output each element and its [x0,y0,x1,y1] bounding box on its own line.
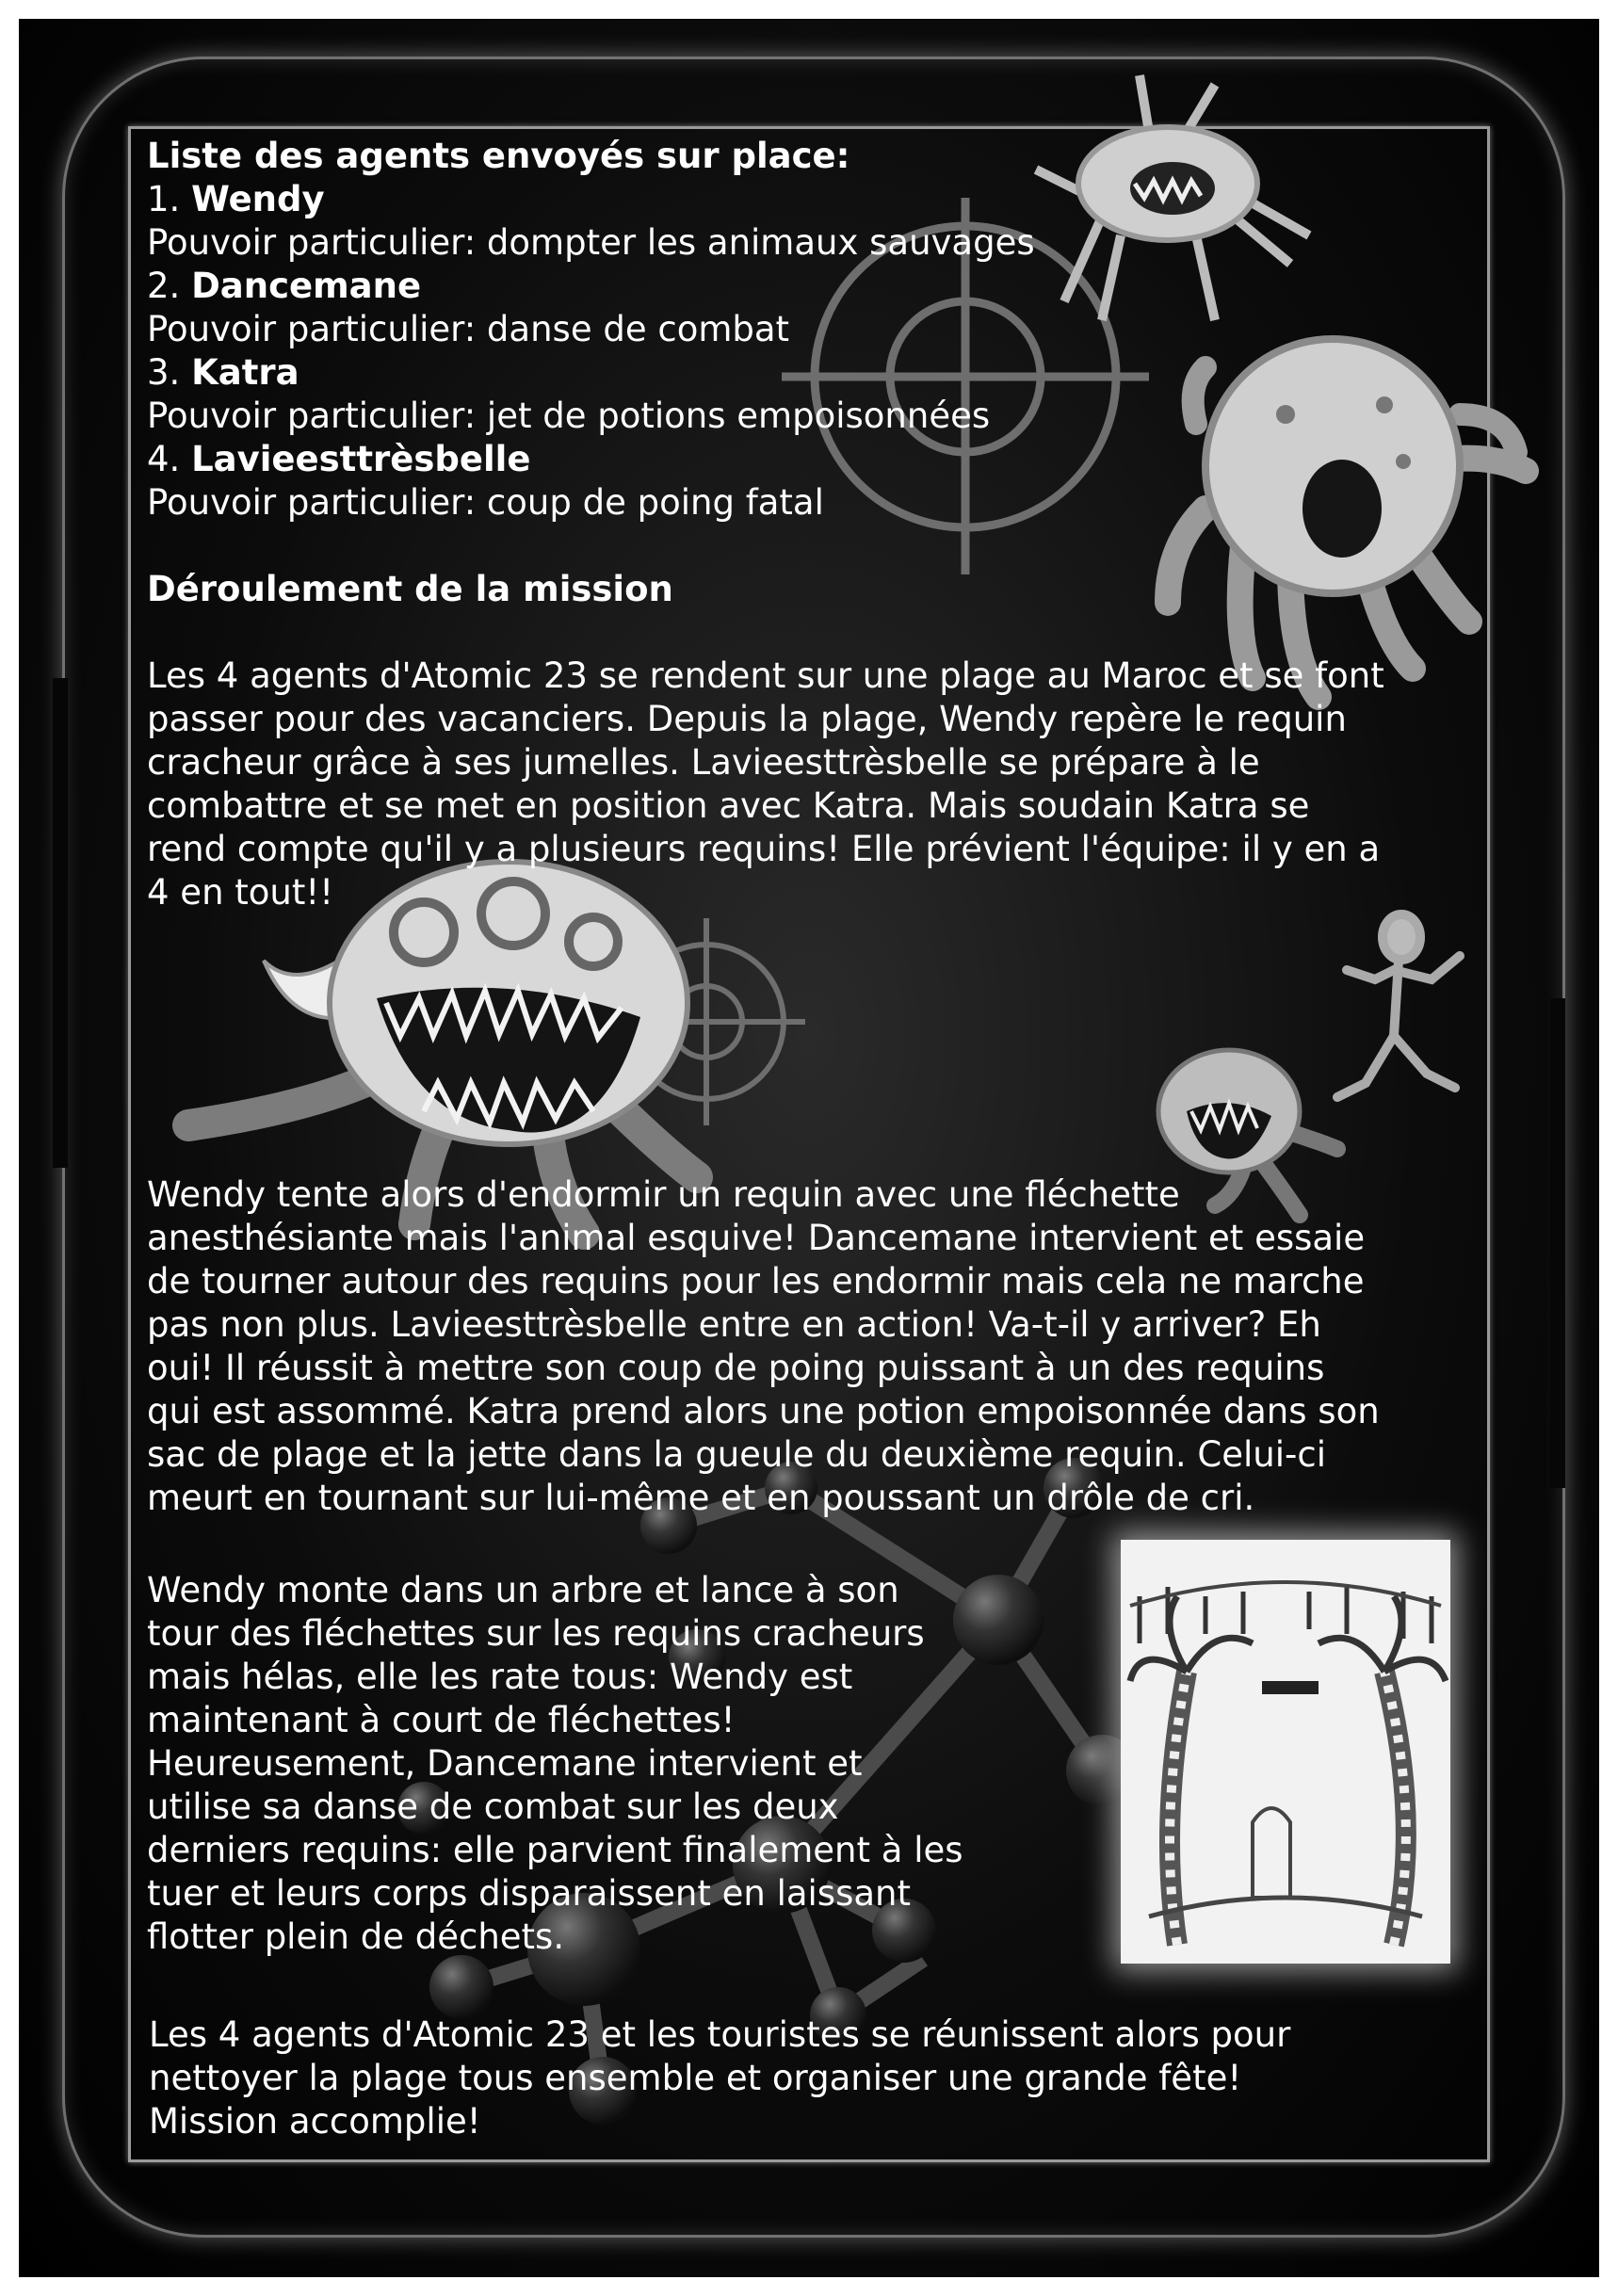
text-line: qui est assommé. Katra prend alors une potion empoisonnée dans son [147,1391,1380,1431]
text-line: cracheur grâce à ses jumelles. Lavieesttrèsbelle se prépare à le [147,742,1260,783]
text-line: Les 4 agents d'Atomic 23 et les touristes se réunissent alors pour [149,2014,1291,2055]
mission-heading: Déroulement de la mission [147,569,673,609]
text-line: tour des fléchettes sur les requins cracheurs [147,1613,925,1654]
text-line: Mission accomplie! [149,2101,481,2142]
text-line: Heureusement, Dancemane intervient et [147,1743,863,1784]
text-line: anesthésiante mais l'animal esquive! Dancemane intervient et essaie [147,1218,1366,1258]
text-line: derniers requins: elle parvient finalement à les [147,1830,963,1870]
agent-2-power: Pouvoir particulier: danse de combat [147,309,790,349]
text-line: meurt en tournant sur lui-même et en poussant un drôle de cri. [147,1478,1255,1518]
text-line: pas non plus. Lavieesttrèsbelle entre en action! Va-t-il y arriver? Eh [147,1304,1321,1345]
agent-name: Wendy [191,179,325,219]
palm-tree-drawing [1121,1540,1450,1964]
agents-heading: Liste des agents envoyés sur place: [147,136,850,176]
mission-paragraph-2 [147,1173,1380,1520]
text-line: de tourner autour des requins pour les endormir mais cela ne marche [147,1261,1365,1302]
agent-4-title: 4. Lavieesttrèsbelle [147,439,531,479]
agent-name: Katra [191,352,299,393]
text-line: rend compte qu'il y a plusieurs requins! Elle prévient l'équipe: il y en a [147,829,1381,869]
text-line: maintenant à court de fléchettes! [147,1700,736,1740]
agent-name: Dancemane [191,266,422,306]
text-line: mais hélas, elle les rate tous: Wendy est [147,1657,853,1697]
mission-paragraph-3 [147,1569,963,1959]
text-line: tuer et leurs corps disparaissent en laissant [147,1873,911,1914]
text-line: Les 4 agents d'Atomic 23 se rendent sur une plage au Maroc et se font [147,655,1384,696]
text-line: flotter plein de déchets. [147,1916,565,1957]
agent-name: Lavieesttrèsbelle [191,439,531,479]
mission-paragraph-1 [147,655,1384,914]
document-page [19,19,1599,2277]
text-line: 4 en tout!! [147,872,334,913]
monster-drawing [1036,75,1309,320]
stick-figure-drawing [1337,914,1460,1097]
text-line: oui! Il réussit à mettre son coup de poing puissant à un des requins [147,1348,1325,1388]
text-line: passer pour des vacanciers. Depuis la plage, Wendy repère le requin [147,699,1347,739]
mission-paragraph-4 [149,2013,1290,2143]
agent-4-power: Pouvoir particulier: coup de poing fatal [147,482,824,523]
text-line: Wendy monte dans un arbre et lance à son [147,1570,899,1610]
monster-drawing [1168,339,1526,697]
agent-3-title: 3. Katra [147,352,299,393]
agent-2-title: 2. Dancemane [147,266,422,306]
text-line: combattre et se met en position avec Katra. Mais soudain Katra se [147,785,1310,826]
text-line: utilise sa danse de combat sur les deux [147,1787,839,1827]
agent-1-title: 1. Wendy [147,179,325,219]
agent-3-power: Pouvoir particulier: jet de potions empoisonnées [147,396,991,436]
text-line: Wendy tente alors d'endormir un requin avec une fléchette [147,1174,1180,1215]
agent-1-power: Pouvoir particulier: dompter les animaux sauvages [147,222,1035,263]
text-line: sac de plage et la jette dans la gueule du deuxième requin. Celui-ci [147,1434,1327,1475]
text-line: nettoyer la plage tous ensemble et organiser une grande fête! [149,2058,1242,2098]
